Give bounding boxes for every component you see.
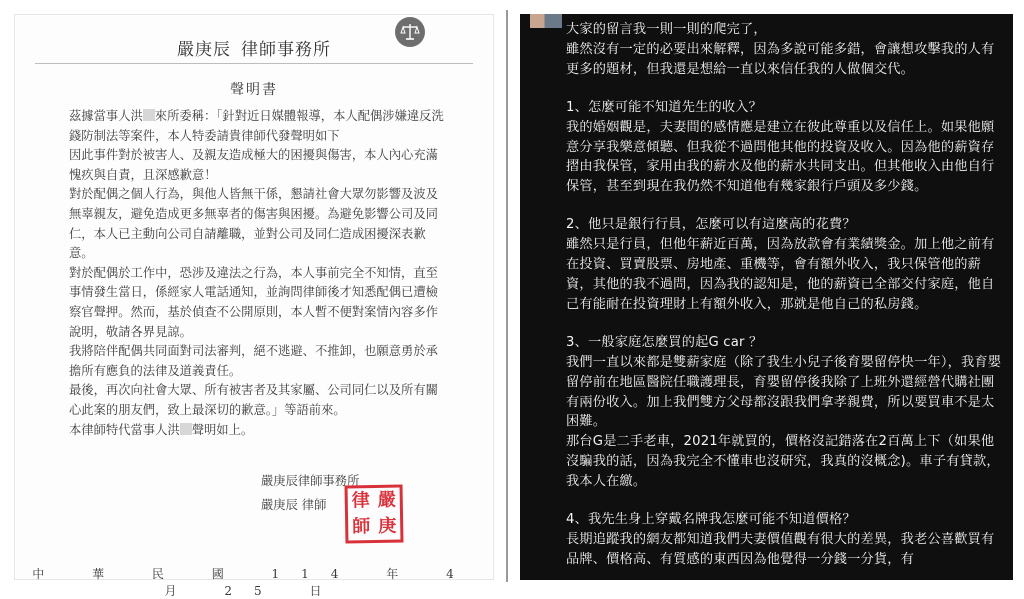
redacted-name [143,109,155,121]
panel-divider [506,10,508,582]
paragraph-text: 茲據當事人洪 [69,109,143,123]
post-line: 雖然只是行員，但他年薪近百萬，因為放款會有業績獎金。加上他之前有在投資、買賣股票、房地產、重機等，會有額外收入，我只保管他的薪資，其他的我不過問，因為我的認知是，他的薪資已全部交付家庭，他自己有能耐在投資理財上有額外收入，那就是他自己的私房錢。 [566,237,995,312]
paragraph: 對於配偶於工作中，恐涉及違法之行為，本人事前完全不知情，直至事情發生當日，係經家人電話通知，並詢問律師後才知悉配偶已遭檢察官聲押。然而，基於偵查不公開原則，本人暫不便對案情內容多作說明，敬請各界見諒。 [69,265,438,339]
date-line: 中 華 民 國 114 年 4 月 25 日 [32,567,476,598]
post-heading: 4、我先生身上穿戴名牌我怎麼可能不知道價格？ [566,512,856,528]
paragraph [69,107,449,146]
paragraph: 因此事件對於被害人、及親友造成極大的困擾與傷害，本人內心充滿愧疚與自責，且深感歉意！ [69,148,438,182]
signature-lawyer: 嚴庚辰 律師 [261,498,327,512]
post-line: 那台G是二手老車，2021年就買的，價格沒記錯落在2百萬上下（如果他沒騙我的話，因為我完全不懂車也沒研究，我真的沒概念)。車子有貸款，我本人在繳。 [566,434,1000,490]
statement-body [69,107,449,440]
firm-name: 嚴庚辰 [177,40,231,60]
paragraph: 對於配偶之個人行為，與他人皆無干係，懇請社會大眾勿影響及波及無辜親友，避免造成更多無辜者的傷害與困擾。為避免影響公司及同仁，本人已主動向公司自請離職，並對公司及同仁造成困擾深表歉意。 [69,187,438,261]
post-heading: 1、怎麼可能不知道先生的收入？ [566,99,763,115]
red-seal-stamp [344,484,403,543]
seal-char: 嚴 [377,489,396,511]
social-post [520,14,1013,580]
seal-char: 律 [351,490,370,512]
paragraph-text: 來所委稱：「針對近日媒體報導，本人配偶涉嫌違反洗錢防制法等案件，本人特委請貴律師代發聲明如下 [69,109,444,143]
paragraph: 最後，再次向社會大眾、所有被害者及其家屬、公司同仁以及所有關心此案的朋友們，致上最深切的歉意。」等語前來。 [69,383,438,417]
post-line: 我們一直以來都是雙薪家庭（除了我生小兒子後育嬰留停快一年），我育嬰留停前在地區醫院任職護理長，育嬰留停後我除了上班外還經營代購社團有兩份收入。加上我們雙方父母都沒跟我們拿孝親費，所以要買車不是太困難。 [566,354,1002,430]
paragraph: 我將陪伴配偶共同面對司法審判，絕不逃避、不推卸，也願意勇於承擔所有應負的法律及道義責任。 [69,344,438,378]
document-title: 聲明書 [230,82,278,98]
firm-suffix: 律師事務所 [241,40,331,60]
scales-of-justice-icon [395,17,425,47]
post-line: 雖然沒有一定的必要出來解釋，因為多說可能多錯，會讓想攻擊我的人有更多的題材，但我還是想給一直以來信任我的人做個交代。 [566,41,995,77]
legal-statement-letter [14,14,494,598]
paragraph-text: 本律師特代當事人洪 [69,422,180,437]
seal-char: 庚 [378,515,397,537]
profile-avatar-icon [530,14,562,28]
post-body [566,20,1006,570]
post-line: 我的婚姻觀是，夫妻間的感情應是建立在彼此尊重以及信任上。如果他願意分享我樂意傾聽、但我從不過問他其他的投資及收入。因為他的薪資存摺由我保管，家用由我的薪水及他的薪水共同支出。但其他收入由他自行保管，甚至到現在我仍然不知道他有幾家銀行戶頭及多少錢。 [566,119,995,195]
post-heading: 3、一般家庭怎麼買的起G car ？ [566,334,763,350]
signature-firm: 嚴庚辰律師事務所 [261,474,360,488]
post-line: 大家的留言我一則一則的爬完了， [566,22,767,37]
redacted-name [180,423,192,435]
post-line: 長期追蹤我的網友都知道我們夫妻價值觀有很大的差異，我老公喜歡買有品牌、價格高、有質感的東西因為他覺得一分錢一分貨，有 [566,531,995,567]
post-heading: 2、他只是銀行行員，怎麼可以有這麼高的花費？ [566,217,856,233]
header-divider [35,63,473,64]
seal-char: 師 [352,516,371,538]
paragraph-text: 聲明如上。 [191,422,254,437]
paragraph [69,421,449,441]
